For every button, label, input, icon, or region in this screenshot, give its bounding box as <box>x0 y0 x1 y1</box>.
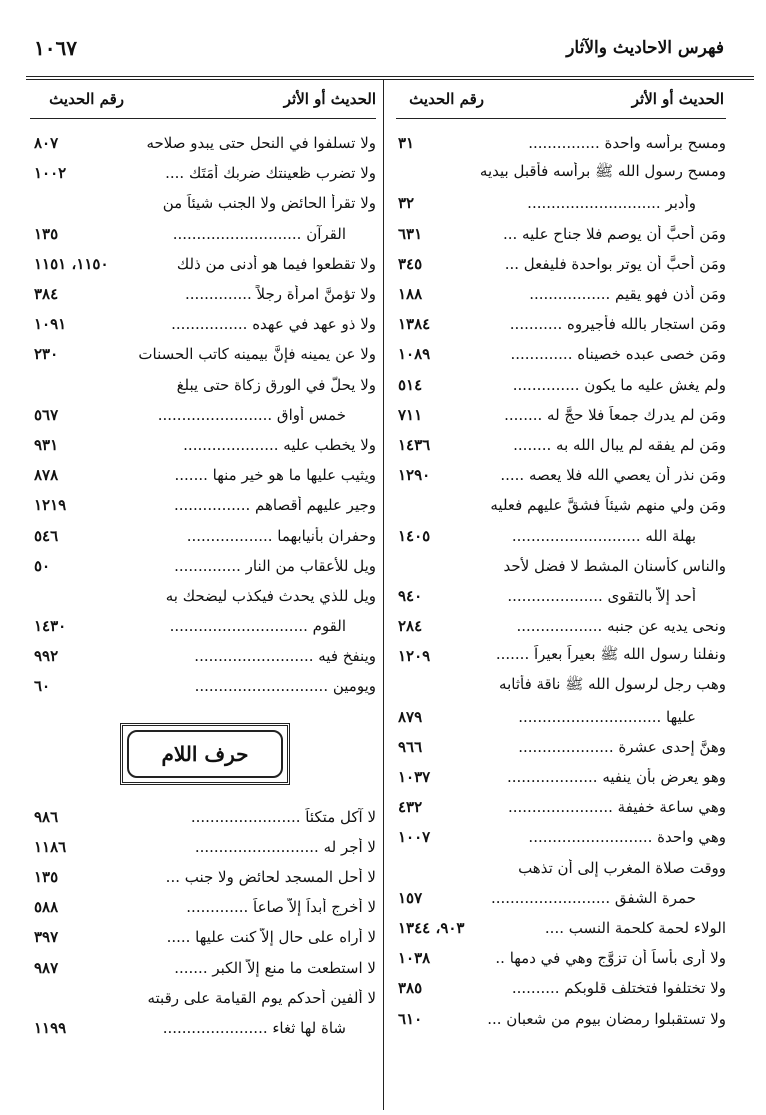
entry-text: ولا أرى بأساً أن تزوَّج وهي في دمها .. <box>495 949 726 968</box>
index-entry <box>398 671 726 701</box>
entry-text: الولاء لحمة كلحمة النسب .... <box>544 918 726 937</box>
entry-number: ١٨٨ <box>398 285 423 304</box>
index-entry <box>34 581 376 611</box>
entry-number: ٦١٠ <box>398 1009 423 1028</box>
index-entry <box>398 913 726 943</box>
index-entry <box>398 430 726 460</box>
index-entry <box>398 520 726 550</box>
entry-number: ١٤٣٠ <box>34 617 67 636</box>
entry-text: القرآن ........................... <box>172 224 346 243</box>
entry-number: ١١٨٦ <box>34 837 67 856</box>
index-entry <box>34 611 376 641</box>
section-gap <box>34 702 376 716</box>
entry-number: ٣٩٧ <box>34 928 59 947</box>
index-entry <box>398 611 726 641</box>
entry-text: ومسح رسول الله ﷺ برأسه فأقبل بيديه <box>479 162 726 181</box>
entry-number: ١١٩٩ <box>34 1018 67 1037</box>
index-entry <box>34 892 376 922</box>
index-entry <box>398 128 726 158</box>
entry-text: خمس أواق ........................ <box>157 405 346 424</box>
entry-number: ١٥٧ <box>398 888 423 907</box>
index-entry <box>34 862 376 892</box>
index-entry <box>398 370 726 400</box>
entry-number: ٦٣١ <box>398 224 423 243</box>
entry-text: القوم ............................. <box>169 617 346 636</box>
index-entry <box>34 400 376 430</box>
entry-number: ١٣٨٤ <box>398 315 431 334</box>
entry-number: ٦٠ <box>34 677 51 696</box>
index-entry <box>34 922 376 952</box>
entry-text: ولا تختلفوا فتختلف قلوبكم .......... <box>511 979 726 998</box>
entry-number: ٢٣٠ <box>34 345 59 364</box>
entry-text: ولا ذو عهد في عهده ................ <box>171 315 376 334</box>
entry-text: ومسح برأسه واحدة ............... <box>528 134 726 153</box>
entry-number: ٩٤٠ <box>398 586 423 605</box>
entry-number: ٩٨٦ <box>34 807 59 826</box>
index-entry <box>34 249 376 279</box>
index-entry <box>34 219 376 249</box>
index-entry <box>34 641 376 671</box>
running-title: فهرس الاحاديث والآثار <box>566 38 724 58</box>
index-entry <box>398 883 726 913</box>
entry-text: ولا تؤمنَّ امرأة رجلاً .............. <box>185 285 376 304</box>
index-entry <box>34 520 376 550</box>
index-entry <box>398 853 726 883</box>
entry-text: وهي ساعة خفيفة ...................... <box>507 798 726 817</box>
entry-text: ولا تقطعوا فيما هو أدنى من ذلك <box>176 254 376 273</box>
index-entry <box>398 279 726 309</box>
section-gap <box>34 792 376 802</box>
entry-number: ٥٤٦ <box>34 526 59 545</box>
index-entry <box>34 188 376 218</box>
entry-number: ١٢٠٩ <box>398 647 431 666</box>
entry-number: ٨٧٨ <box>34 466 59 485</box>
entry-text: ويومين ............................ <box>194 677 376 696</box>
entry-text: والناس كأسنان المشط لا فضل لأحد <box>503 556 726 575</box>
index-entry <box>398 581 726 611</box>
header-rule-double <box>26 79 754 80</box>
index-entry <box>34 953 376 983</box>
entry-text: بهلة الله ........................... <box>511 526 696 545</box>
entry-text: ولا تسلفوا في النحل حتى يبدو صلاحه <box>146 134 376 153</box>
entry-number: ١٢١٩ <box>34 496 67 515</box>
page-header <box>0 0 766 80</box>
entry-text: وجير عليهم أقصاهم ................ <box>173 496 376 515</box>
entry-text: ويل للأعقاب من النار .............. <box>174 556 376 575</box>
entry-number: ١٠٩١ <box>34 315 67 334</box>
index-entry <box>398 309 726 339</box>
index-entry <box>398 702 726 732</box>
index-entry <box>398 1003 726 1033</box>
entry-number: ١٤٣٦ <box>398 435 431 454</box>
entry-text: ومَن أحبَّ أن يوتر بواحدة فليفعل ... <box>504 254 726 273</box>
entry-number: ١٣٥ <box>34 868 59 887</box>
entry-text: لا أحل المسجد لحائض ولا جنب ... <box>165 868 376 887</box>
entry-text: وهب رجل لرسول الله ﷺ ناقة فأثابه <box>499 675 726 694</box>
number-column-label: رقم الحديث <box>409 90 484 108</box>
entry-text: ووقت صلاة المغرب إلى أن تذهب <box>518 858 726 877</box>
entry-number: ١٠٠٢ <box>34 164 67 183</box>
entry-text: ولا يخطب عليه .................... <box>183 435 376 454</box>
left-header-rule <box>30 118 376 119</box>
index-entry <box>34 460 376 490</box>
index-entry <box>34 370 376 400</box>
index-entry <box>34 430 376 460</box>
index-entry <box>34 339 376 369</box>
index-entry <box>34 309 376 339</box>
entry-text: ونحى يديه عن جنبه .................. <box>516 617 726 636</box>
section-frame <box>120 723 290 785</box>
entry-text: وحفران بأنيابهما .................. <box>186 526 376 545</box>
left-column-header <box>34 84 376 118</box>
index-entry <box>398 762 726 792</box>
right-column-header <box>398 84 724 118</box>
entry-text: ونفلنا رسول الله ﷺ بعيراً بعيراً ....... <box>495 645 726 664</box>
entry-text: ومَن لم يدرك جمعاً فلا حجَّ له ........ <box>504 405 726 424</box>
entry-number: ١٣٥ <box>34 224 59 243</box>
entry-text: لا آكل متكئاً ....................... <box>190 807 376 826</box>
entry-text: لا أخرج أبداً إلاَّ صاعاً ............. <box>186 898 376 917</box>
entry-text: ولا تضرب ظعينتك ضربك أمَتَك .... <box>165 164 376 183</box>
index-entry <box>398 158 726 188</box>
right-header-rule <box>396 118 726 119</box>
index-entry <box>398 460 726 490</box>
index-entry <box>398 219 726 249</box>
entry-text: حمرة الشفق ......................... <box>490 888 696 907</box>
entry-number: ٥٨٨ <box>34 898 59 917</box>
entry-text: لا استطعت ما منع إلاَّ الكبر ....... <box>174 958 376 977</box>
index-entry <box>34 128 376 158</box>
index-entry <box>34 1013 376 1043</box>
entry-text: ويثيب عليها ما هو خير منها ....... <box>174 466 376 485</box>
index-entry <box>34 490 376 520</box>
entry-number: ٨٧٩ <box>398 707 423 726</box>
entry-number: ٥٠ <box>34 556 51 575</box>
index-entry <box>34 671 376 701</box>
entry-number: ٥١٤ <box>398 375 423 394</box>
index-entry <box>398 732 726 762</box>
index-entry <box>34 158 376 188</box>
header-rule <box>26 76 754 77</box>
entry-number: ٨٠٧ <box>34 134 59 153</box>
entry-text: شاة لها ثغاء ...................... <box>162 1018 346 1037</box>
entry-text: لا أجر له .......................... <box>194 837 376 856</box>
column-divider <box>383 80 384 1110</box>
entry-text: لا ألفين أحدكم يوم القيامة على رقبته <box>147 988 376 1007</box>
index-entry <box>398 188 726 218</box>
entry-number: ٢٨٤ <box>398 617 423 636</box>
entry-number: ٥٦٧ <box>34 405 59 424</box>
entry-text: ومَن أحبَّ أن يوصم فلا جناح عليه ... <box>502 224 726 243</box>
entry-text: وأدبر ............................ <box>527 194 696 213</box>
left-column <box>34 128 376 1043</box>
entry-text: ومَن ولي منهم شيئاً فشقَّ عليهم فعليه <box>490 496 726 515</box>
index-entry <box>34 832 376 862</box>
entry-number: ٣٨٥ <box>398 979 423 998</box>
entry-number: ١٠٨٩ <box>398 345 431 364</box>
entry-number: ٩٦٦ <box>398 737 423 756</box>
hadith-column-label: الحديث أو الأثر <box>283 90 376 108</box>
index-entry <box>398 973 726 1003</box>
section-title: حرف اللام <box>127 730 283 778</box>
index-entry <box>34 983 376 1013</box>
index-entry <box>398 249 726 279</box>
entry-text: ومَن نذر أن يعصي الله فلا يعصه ..... <box>500 466 726 485</box>
entry-number: ١١٥٠، ١١٥١ <box>34 254 109 273</box>
entry-text: ومَن أذن فهو يقيم ................. <box>529 285 726 304</box>
index-entry <box>398 490 726 520</box>
entry-text: أحد إلاَّ بالتقوى .................... <box>507 586 696 605</box>
entry-number: ٩٩٢ <box>34 647 59 666</box>
entry-number: ١٢٩٠ <box>398 466 431 485</box>
hadith-column-label: الحديث أو الأثر <box>631 90 724 108</box>
entry-text: ولم يغش عليه ما يكون .............. <box>512 375 726 394</box>
entry-text: وهي واحدة .......................... <box>528 828 726 847</box>
entry-text: ويل للذي يحدث فيكذب ليضحك به <box>165 586 376 605</box>
entry-number: ٣٢ <box>398 194 415 213</box>
left-column-bottom <box>34 802 376 1044</box>
entry-number: ٤٣٢ <box>398 798 423 817</box>
entry-text: وهنَّ إحدى عشرة .................... <box>518 737 726 756</box>
entry-number: ٣١ <box>398 134 415 153</box>
index-entry <box>398 943 726 973</box>
entry-number: ٩٠٣، ١٣٤٤ <box>398 918 465 937</box>
index-entry <box>34 802 376 832</box>
entry-text: وينفخ فيه ......................... <box>194 647 376 666</box>
index-entry <box>398 641 726 671</box>
entry-number: ١٤٠٥ <box>398 526 431 545</box>
entry-text: ومَن لم يفقه لم يبال الله به ........ <box>513 435 726 454</box>
index-entry <box>398 339 726 369</box>
entry-number: ٣٤٥ <box>398 254 423 273</box>
entry-number: ٩٨٧ <box>34 958 59 977</box>
entry-text: ولا عن يمينه فإنَّ بيمينه كاتب الحسنات <box>138 345 376 364</box>
index-entry <box>398 551 726 581</box>
entry-number: ٧١١ <box>398 405 423 424</box>
entry-text: ولا تستقبلوا رمضان بيوم من شعبان ... <box>487 1009 726 1028</box>
page-number: ١٠٦٧ <box>34 36 77 60</box>
entry-number: ١٠٣٨ <box>398 949 431 968</box>
entry-text: وهو يعرض بأن ينفيه ................... <box>506 768 726 787</box>
left-column-top <box>34 128 376 702</box>
entry-text: ولا يحلُّ في الورق زكاة حتى يبلغ <box>176 375 376 394</box>
entry-text: ومَن خصى عبده خصيناه ............. <box>510 345 726 364</box>
entry-number: ١٠٠٧ <box>398 828 431 847</box>
number-column-label: رقم الحديث <box>49 90 124 108</box>
entry-number: ٩٣١ <box>34 435 59 454</box>
entry-text: لا أراه على حال إلاَّ كنت عليها ..... <box>166 928 376 947</box>
index-entry <box>34 279 376 309</box>
index-entry <box>398 792 726 822</box>
index-entry <box>34 551 376 581</box>
entry-number: ٣٨٤ <box>34 285 59 304</box>
entry-text: عليها .............................. <box>518 707 696 726</box>
index-entry <box>398 822 726 852</box>
entry-number: ١٠٣٧ <box>398 768 431 787</box>
entry-text: ولا تقرأ الحائض ولا الجنب شيئاً من <box>162 194 376 213</box>
right-column <box>398 128 726 1034</box>
section-heading <box>34 716 376 792</box>
index-entry <box>398 400 726 430</box>
entry-text: ومَن استجار بالله فأجيروه ........... <box>509 315 726 334</box>
